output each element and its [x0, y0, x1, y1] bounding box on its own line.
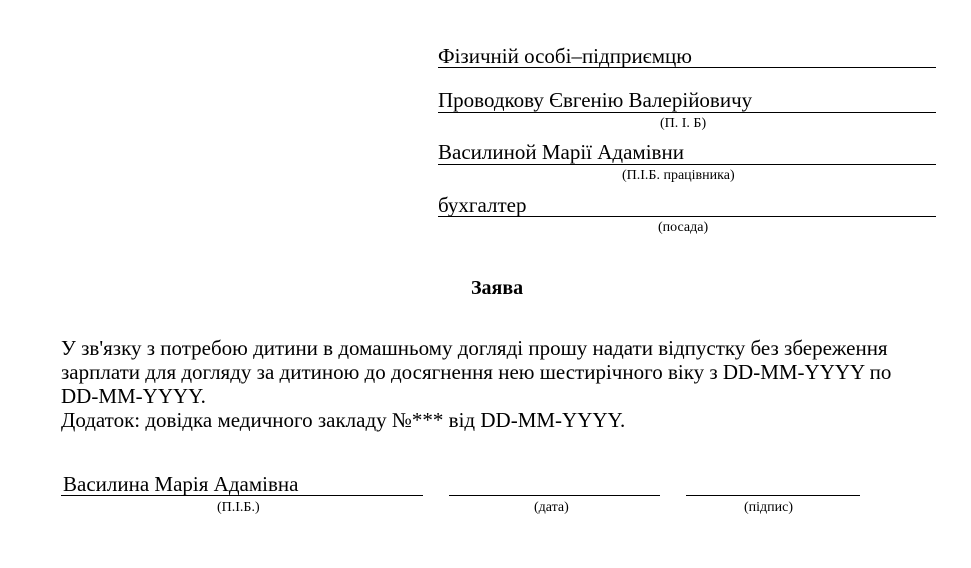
paragraph-line-3: DD-MM-YYYY.	[61, 384, 206, 408]
recipient-name: Проводкову Євгенію Валерійовичу	[438, 88, 753, 112]
position-caption: (посада)	[658, 220, 709, 235]
signature-name-field	[61, 472, 423, 496]
date-field	[449, 472, 660, 496]
recipient-title: Фізичній особі–підприємцю	[438, 44, 692, 68]
employee-name-caption: (П.І.Б. працівника)	[622, 168, 735, 183]
employee-name-field	[438, 140, 936, 165]
position-field	[438, 193, 936, 217]
paragraph-line-1: У зв'язку з потребою дитини в домашньому догляді прошу надати відпустку без збереження	[61, 336, 888, 360]
document-title: Заява	[471, 277, 524, 299]
signature-name: Василина Марія Адамівна	[63, 472, 299, 496]
employee-name: Василиной Марії Адамівни	[438, 140, 684, 164]
recipient-name-caption: (П. І. Б)	[660, 116, 707, 131]
signature-name-caption: (П.І.Б.)	[217, 500, 260, 515]
sign-caption: (підпис)	[744, 500, 794, 515]
position-value: бухгалтер	[438, 193, 527, 217]
date-caption: (дата)	[534, 500, 569, 515]
sign-field	[686, 472, 860, 496]
recipient-title-field	[438, 44, 936, 68]
paragraph-line-2: зарплати для догляду за дитиною до досягнення нею шестирічного віку з DD-MM-YYYY по	[61, 360, 892, 384]
attachment-line: Додаток: довідка медичного закладу №*** від DD-MM-YYYY.	[61, 408, 626, 432]
recipient-name-field	[438, 88, 936, 113]
application-paragraph	[61, 336, 941, 432]
